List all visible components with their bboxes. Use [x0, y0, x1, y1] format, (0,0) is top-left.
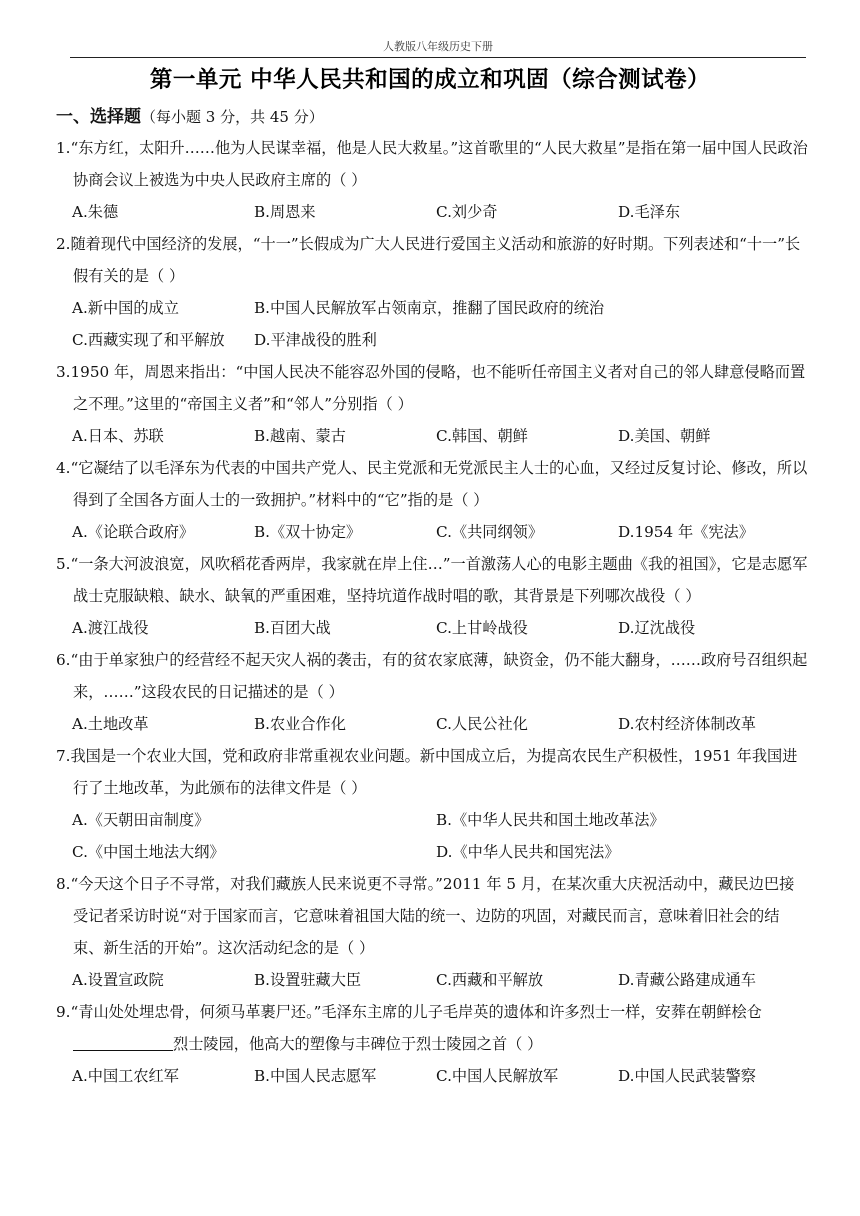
section-note: （每小题 3 分，共 45 分）: [141, 108, 324, 126]
option-a: A.渡江战役: [72, 619, 149, 637]
option-row: [56, 964, 808, 996]
option-c: C.韩国、朝鲜: [436, 427, 528, 445]
section-title: 一、选择题: [56, 107, 141, 127]
option-c: C.《中国土地法大纲》: [72, 843, 225, 861]
option-a: A.设置宣政院: [72, 971, 164, 989]
option-d: D.农村经济体制改革: [618, 715, 756, 733]
option-c: C.《共同纲领》: [436, 523, 544, 541]
option-row: [56, 1060, 808, 1092]
question-2: [56, 228, 808, 356]
option-d: D.《中华人民共和国宪法》: [436, 843, 620, 861]
option-b: B.中国人民解放军占领南京，推翻了国民政府的统治: [254, 299, 605, 317]
option-a: A.《论联合政府》: [72, 523, 195, 541]
option-b: B.越南、蒙古: [254, 427, 346, 445]
option-a: A.朱德: [72, 203, 119, 221]
option-d: D.美国、朝鲜: [618, 427, 711, 445]
option-row: [56, 196, 808, 228]
option-c: C.中国人民解放军: [436, 1067, 559, 1085]
option-c: C.西藏和平解放: [436, 971, 544, 989]
page-title: 第一单元 中华人民共和国的成立和巩固（综合测试卷）: [149, 67, 711, 93]
option-row: [56, 836, 808, 868]
option-a: A.日本、苏联: [72, 427, 164, 445]
option-row: [56, 324, 808, 356]
option-c: C.人民公社化: [436, 715, 528, 733]
option-c: C.刘少奇: [436, 203, 498, 221]
option-d: D.毛泽东: [618, 203, 681, 221]
question-stem: 2.随着现代中国经济的发展，“十一”长假成为广大人民进行爱国主义活动和旅游的好时期。下列表述和“十一”长假有关的是（ ）: [56, 235, 801, 285]
question-stem: 8.“今天这个日子不寻常，对我们藏族人民来说更不寻常。”2011 年 5 月，在某次重大庆祝活动中，藏民边巴接受记者采访时说“对于国家而言，它意味着祖国大陆的统一、边防的巩固，对藏民而言，意味着旧社会的结束、新生活的开始”。这次活动纪念的是（ ）: [56, 875, 795, 957]
question-list: [56, 132, 808, 1092]
question-stem: [56, 996, 808, 1060]
option-row: [56, 708, 808, 740]
option-b: B.中国人民志愿军: [254, 1067, 377, 1085]
question-7: [56, 740, 808, 868]
question-1: [56, 132, 808, 228]
option-b: B.周恩来: [254, 203, 316, 221]
option-c: C.上甘岭战役: [436, 619, 528, 637]
question-6: [56, 644, 808, 740]
answer-blank: [73, 1034, 173, 1051]
question-8: [56, 868, 808, 996]
option-row: [56, 420, 808, 452]
question-stem: 4.“它凝结了以毛泽东为代表的中国共产党人、民主党派和无党派民主人士的心血，又经过反复讨论、修改，所以得到了全国各方面人士的一致拥护。”材料中的“它”指的是（ ）: [56, 459, 808, 509]
section-heading: [56, 102, 324, 127]
option-row: [56, 516, 808, 548]
question-stem: 6.“由于单家独户的经营经不起天灾人祸的袭击，有的贫农家底薄，缺资金，仍不能大翻身，……政府号召组织起来，……”这段农民的日记描述的是（ ）: [56, 651, 808, 701]
option-b: B.百团大战: [254, 619, 331, 637]
option-b: B.农业合作化: [254, 715, 346, 733]
question-9: [56, 996, 808, 1092]
question-stem: 3.1950 年，周恩来指出：“中国人民决不能容忍外国的侵略，也不能听任帝国主义者对自己的邻人肆意侵略而置之不理。”这里的“帝国主义者”和“邻人”分别指（ ）: [56, 363, 806, 413]
question-stem: 7.我国是一个农业大国，党和政府非常重视农业问题。新中国成立后，为提高农民生产积极性，1951 年我国进行了土地改革，为此颁布的法律文件是（ ）: [56, 747, 798, 797]
option-row: [56, 292, 808, 324]
option-c: C.西藏实现了和平解放: [72, 331, 225, 349]
option-a: A.土地改革: [72, 715, 149, 733]
question-stem: 1.“东方红，太阳升……他为人民谋幸福，他是人民大救星。”这首歌里的“人民大救星”是指在第一届中国人民政治协商会议上被选为中央人民政府主席的（ ）: [56, 139, 808, 189]
option-d: D.平津战役的胜利: [254, 331, 377, 349]
page-header: 人教版八年级历史下册: [70, 38, 806, 58]
option-a: A.《天朝田亩制度》: [72, 811, 210, 829]
option-row: [56, 612, 808, 644]
question-3: [56, 356, 808, 452]
option-d: D.1954 年《宪法》: [618, 523, 754, 541]
question-4: [56, 452, 808, 548]
question-stem: 5.“一条大河波浪宽，风吹稻花香两岸，我家就在岸上住…”一首激荡人心的电影主题曲《我的祖国》，它是志愿军战士克服缺粮、缺水、缺氧的严重困难，坚持坑道作战时唱的歌，其背景是下列哪次战役（ ）: [56, 555, 808, 605]
option-row: [56, 804, 808, 836]
question-stem-part-2: 烈士陵园，他高大的塑像与丰碑位于烈士陵园之首（ ）: [173, 1035, 543, 1053]
option-d: D.中国人民武装警察: [618, 1067, 756, 1085]
option-a: A.中国工农红军: [72, 1067, 179, 1085]
option-b: B.《双十协定》: [254, 523, 362, 541]
option-b: B.《中华人民共和国土地改革法》: [436, 811, 665, 829]
option-d: D.青藏公路建成通车: [618, 971, 756, 989]
option-a: A.新中国的成立: [72, 299, 179, 317]
option-b: B.设置驻藏大臣: [254, 971, 362, 989]
question-5: [56, 548, 808, 644]
question-stem-part-1: 9.“青山处处埋忠骨，何须马革裹尸还。”毛泽东主席的儿子毛岸英的遗体和许多烈士一样，安葬在朝鲜桧仓: [56, 1003, 762, 1021]
option-d: D.辽沈战役: [618, 619, 696, 637]
